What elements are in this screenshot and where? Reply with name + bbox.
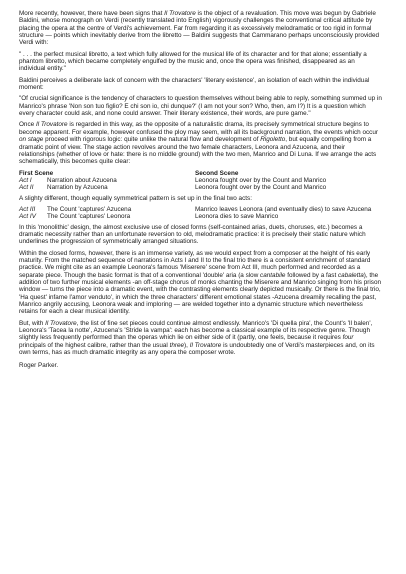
act-label: Act IV (19, 213, 36, 221)
paragraph-final-acts: A slighty different, though equally symmetrical pattern is set up in the final two acts: (19, 194, 252, 202)
opera-title: Rigoletto (260, 136, 286, 144)
opera-title: Il Trovatore (164, 10, 196, 17)
baldini-quote-1: " . . . the perfect musical libretto, a text which fully allowed for the musical life of its character and for that alone; essentially a phantom libretto, which became completely engulfed by the music and, once the opera was finished, disappeared as an individual entity." (19, 50, 367, 73)
scene-table-acts-3-4 (19, 206, 382, 221)
table-row (19, 184, 382, 191)
first-scene-cell: Narration about Azucena (47, 176, 117, 184)
baldini-quote-2: "Of crucial significance is the tendency of characters to question themselves without being able to reply, something summed up in Manrico's phrase 'Non son tuo figlio? E chi son io, chi dunque?' (I am not your son? Who, then, am I?) It is a question which every character could ask, and none could answer. Their literary existence, their words, are pure game." (19, 95, 382, 118)
act-label: Act I (19, 176, 32, 184)
second-scene-cell: Leonora dies to save Manrico (195, 213, 279, 221)
first-scene-cell: The Count 'captures' Leonora (47, 213, 131, 221)
act-label: Act II (19, 184, 34, 192)
paragraph-symmetry: Once Il Trovatore is regarded in this way, as the opposite of a naturalistic drama, its precisely symmetrical structure begins to become apparent. For example, however confused the ploy may seem, with all its background narration, the events which occur on stage proceed with rigorous logic: quite unlike the natural flow and development of Rigoletto, but equally compelling from a dramatic point of view. The stage action revolves around the two female characters, Leonora and Azucena, and their relationships (whether of love or hate: there is no middle ground) with the two men, Manrico and Di Luna. If we arrange the acts schematically, this becomes quite clear: (19, 121, 378, 166)
table-row (19, 213, 382, 220)
table-row (19, 177, 382, 184)
opera-title: Il Trovatore (45, 319, 77, 327)
paragraph-monolithic: In this 'monolithic' design, the almost exclusive use of closed forms (self-contained arias, duets, choruses, etc.) becomes a dramatic necessity rather than an unfortunate reversion to old, melodramatic practice: it is precisely their static nature which underlines the progression of symmetrically arranged situations. (19, 223, 366, 246)
paragraph-closed-forms: Within the closed forms, however, there is an immense variety, as we would expect from a composer at the height of his early maturity. From the matched sequence of narrations in Acts I and II to the final trio there is a consistent enrichment of standard practice. We might cite as an example Leonora's famous 'Miserere' scene from Act III, much performed and recorded as a separate piece. Though the basic format is that of a conventional 'double' aria (a slow cantabile followed by a fast cabaletta), the addition of two further musical elements -an off-stage chorus of monks chanting the Miserere and Manrico singing from his prison window — turns the piece into a dramatic event, with the contrasting elements clearly depicted musically. Or there is the final trio, 'Ha quest' infame l'amor venduto', in which the three characters' different emotional states -Azucena dreamily recalling the past, Manrico angrily accusing, Leonora weak and imploring — are welded together into a dynamic structure which nevertheless retains for each a clear musical identity. (19, 249, 382, 316)
scene-table-acts-1-2 (19, 170, 382, 192)
second-scene-cell: Manrico leaves Leonora (and eventually dies) to save Azucena (195, 205, 372, 213)
author-signature: Roger Parker. (19, 362, 59, 370)
header-first-scene: First Scene (19, 169, 54, 177)
opera-title: Il Trovatore (35, 121, 68, 129)
paragraph-literary-existence: Baldini perceives a deliberate lack of concern with the characters' 'literary existence', an isolation of each within the individual moment: (19, 76, 370, 92)
table-header-row (19, 170, 382, 177)
paragraph-revaluation: More recently, however, there have been signs that Il Trovatore is the object of a revaluation. This move was begun by Gabriele Baldini, whose monograph on Verdi (recently translated into English) vigorously challenges the conventional critical attitude by placing the opera at the centre of Verdi's achievement. Far from regarding it as excessively melodramatic or too rigid in formal structure — points which inevitably derive from the libretto — Baldini suggests that Cammarano perhaps unconsciously provided Verdi with: (19, 10, 380, 47)
second-scene-cell: Leonora fought over by the Count and Manrico (195, 184, 327, 192)
header-second-scene: Second Scene (195, 169, 239, 177)
second-scene-cell: Leonora fought over by the Count and Manrico (195, 176, 327, 184)
first-scene-cell: The Count 'captures' Azucena (47, 205, 132, 213)
opera-title: Il Trovatore (189, 341, 222, 349)
paragraph-set-pieces: But, with Il Trovatore, the list of fine set pieces could continue almost endlessly. Manrico's 'Di quella pira', the Count's 'Il balen', Leonora's 'Tacea la notte', Azucena's 'Stride la vampa': each has become a classical example of its respective genre. Though slightly less frequently performed than the operas which lie on either side of it (partly, one feels, because it requires four principals of the highest calibre, rather than the usual three), Il Trovatore is undoubtedly one of Verdi's masterpieces and, on its own terms, has as much dramatic integrity as any opera the composer wrote. (19, 319, 375, 357)
act-label: Act III (19, 205, 36, 213)
first-scene-cell: Narration by Azucena (47, 184, 108, 192)
table-row (19, 206, 382, 213)
